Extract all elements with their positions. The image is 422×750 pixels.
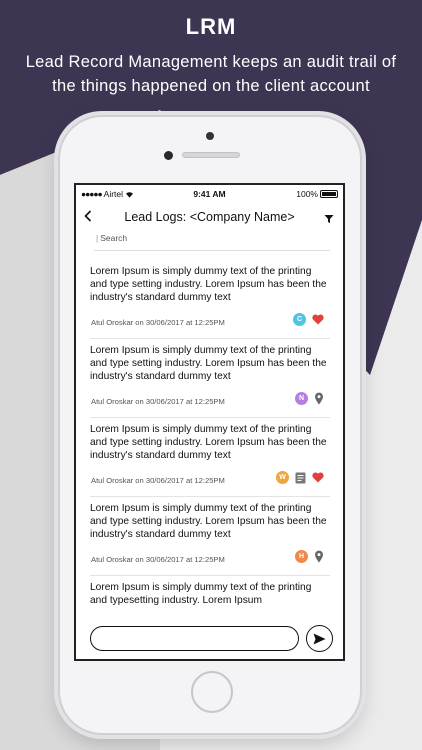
log-text: Lorem Ipsum is simply dummy text of the printing and type setting industry. Lorem Ipsum has been the industry's standard dummy text (90, 424, 327, 461)
log-item[interactable] (90, 344, 330, 418)
avatar: H (295, 550, 308, 563)
document-icon[interactable] (295, 472, 306, 484)
log-icons (293, 313, 324, 326)
log-item[interactable] (90, 502, 330, 576)
log-icons (276, 471, 324, 484)
promo-title: LRM (185, 14, 237, 39)
location-pin-icon[interactable] (314, 392, 324, 405)
send-icon (313, 633, 326, 645)
log-text: Lorem Ipsum is simply dummy text of the printing and type setting industry. Lorem Ipsum has been the industry's standard dummy text (90, 266, 327, 303)
avatar: N (295, 392, 308, 405)
search-placeholder: Search (100, 233, 128, 243)
app-screen (74, 183, 345, 661)
heart-icon[interactable] (312, 472, 324, 483)
status-bar (76, 185, 343, 203)
home-button[interactable] (191, 671, 233, 713)
search-input[interactable] (94, 233, 330, 251)
log-meta: Atul Oroskar on 30/06/2017 at 12:25PM (91, 476, 225, 485)
status-right (296, 189, 338, 199)
battery-label: 100% (296, 189, 318, 199)
log-text: Lorem Ipsum is simply dummy text of the printing and typesetting industry. Lorem Ipsum (90, 582, 312, 606)
log-item[interactable] (90, 423, 330, 497)
carrier-label: Airtel (103, 189, 124, 199)
log-item[interactable] (90, 265, 330, 339)
log-meta: Atul Oroskar on 30/06/2017 at 12:25PM (91, 397, 225, 406)
message-input[interactable] (90, 626, 299, 651)
text-caret: | (96, 233, 99, 243)
send-button[interactable] (306, 625, 333, 652)
sensor-dot (206, 132, 214, 140)
signal-icon: ●●●●● (81, 189, 102, 199)
log-text: Lorem Ipsum is simply dummy text of the printing and type setting industry. Lorem Ipsum has been the industry's standard dummy text (90, 345, 327, 382)
log-meta: Atul Oroskar on 30/06/2017 at 12:25PM (91, 318, 225, 327)
log-meta: Atul Oroskar on 30/06/2017 at 12:25PM (91, 555, 225, 564)
avatar: W (276, 471, 289, 484)
heart-icon[interactable] (312, 314, 324, 325)
log-item[interactable] (90, 581, 330, 615)
promo-subtitle (0, 50, 422, 98)
composer-bar (76, 622, 343, 659)
battery-icon (320, 190, 338, 198)
filter-icon[interactable] (324, 211, 334, 229)
promo-subtitle-line1: Lead Record Management keeps an audit trail of (25, 53, 397, 71)
location-pin-icon[interactable] (314, 550, 324, 563)
status-time: 9:41 AM (193, 189, 226, 199)
log-text: Lorem Ipsum is simply dummy text of the printing and type setting industry. Lorem Ipsum has been the industry's standard dummy text (90, 503, 327, 540)
avatar: C (293, 313, 306, 326)
log-icons (295, 550, 324, 563)
page-title: Lead Logs: <Company Name> (124, 210, 295, 224)
front-camera (164, 151, 173, 160)
earpiece-speaker (182, 152, 240, 158)
log-icons (295, 392, 324, 405)
promo-subtitle-line2: the things happened on the client account (52, 77, 370, 95)
nav-bar (76, 205, 343, 229)
